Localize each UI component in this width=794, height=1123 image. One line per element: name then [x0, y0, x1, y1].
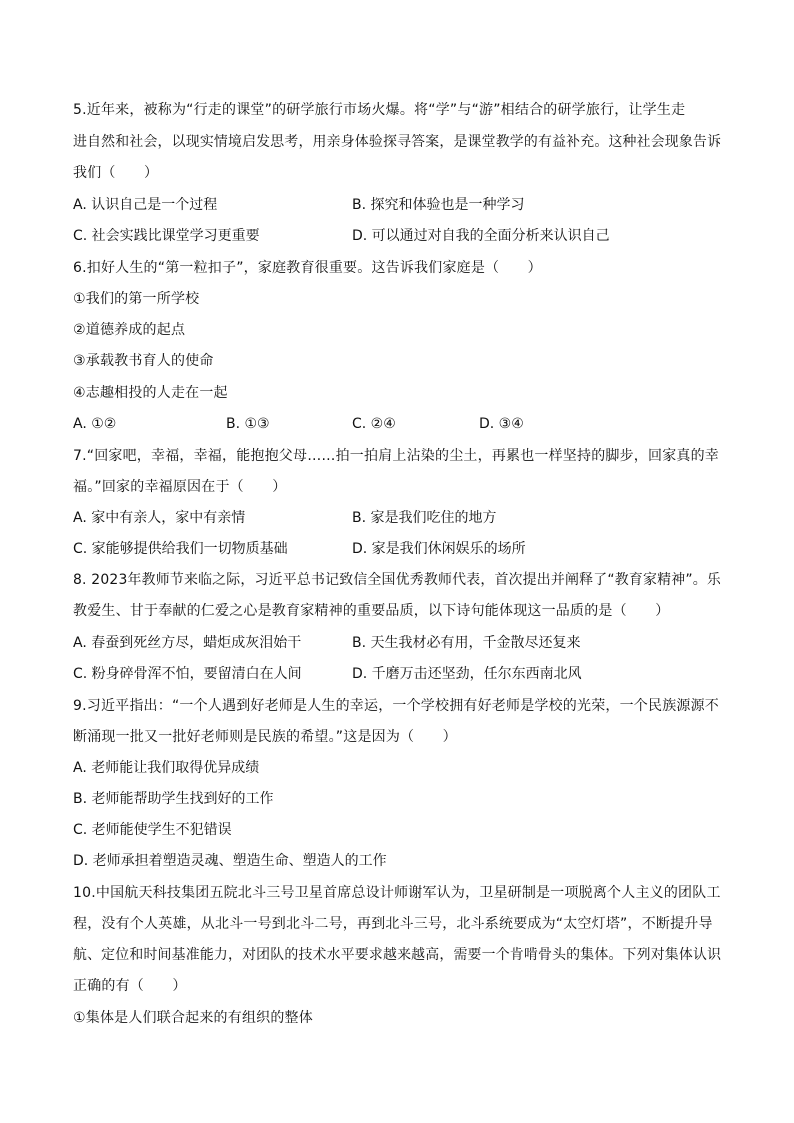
q6-item-3: ③承载教书育人的使命 — [73, 353, 214, 369]
q7-option-b: B. 家是我们吃住的地方 — [352, 510, 497, 526]
q5-stem-line-3: 我们（ ） — [73, 165, 159, 181]
q5-stem-line-2: 进自然和社会，以现实情境启发思考，用亲身体验探寻答案，是课堂教学的有益补充。这种社会现象告诉 — [73, 134, 722, 150]
q7-stem-line-1: 7.“回家吧，幸福，幸福，能抱抱父母……拍一拍肩上沾染的尘土，再累也一样坚持的脚步，回家真的幸 — [73, 448, 720, 464]
q6-option-a: A. ①② — [73, 416, 117, 432]
q6-item-2: ②道德养成的起点 — [73, 322, 186, 338]
q10-stem-line-3: 航、定位和时间基准能力，对团队的技术水平要求越来越高，需要一个肯啃骨头的集体。下列对集体认识 — [73, 947, 722, 963]
q6-item-1: ①我们的第一所学校 — [73, 291, 200, 307]
q8-option-c: C. 粉身碎骨浑不怕，要留清白在人间 — [73, 666, 302, 682]
q7-stem-line-2: 福。”回家的幸福原因在于（ ） — [73, 479, 287, 495]
q6-item-4: ④志趣相投的人走在一起 — [73, 385, 228, 401]
q8-stem-line-2: 教爱生、甘于奉献的仁爱之心是教育家精神的重要品质，以下诗句能体现这一品质的是（ ） — [73, 603, 670, 619]
q7-option-c: C. 家能够提供给我们一切物质基础 — [73, 541, 288, 557]
q5-option-d: D. 可以通过对自我的全面分析来认识自己 — [352, 228, 610, 244]
q8-stem-line-1: 8. 2023年教师节来临之际，习近平总书记致信全国优秀教师代表，首次提出并阐释了“教育家精神”。乐 — [73, 572, 721, 588]
q10-stem-line-2: 程，没有个人英雄，从北斗一号到北斗二号，再到北斗三号，北斗系统要成为“太空灯塔”，不断提升导 — [73, 916, 713, 932]
q9-option-a: A. 老师能让我们取得优异成绩 — [73, 760, 260, 776]
q8-option-b: B. 天生我材必有用，千金散尽还复来 — [352, 635, 581, 651]
q5-option-a: A. 认识自己是一个过程 — [73, 197, 218, 213]
q5-stem-line-1: 5.近年来，被称为“行走的课堂”的研学旅行市场火爆。将“学”与“游”相结合的研学旅行，让学生走 — [73, 102, 686, 118]
q5-option-b: B. 探究和体验也是一种学习 — [352, 197, 525, 213]
q10-item-1: ①集体是人们联合起来的有组织的整体 — [73, 1010, 313, 1026]
q6-option-d: D. ③④ — [479, 416, 524, 432]
q9-stem-line-2: 断涌现一批又一批好老师则是民族的希望。”这是因为（ ） — [73, 729, 457, 745]
q6-option-c: C. ②④ — [352, 416, 396, 432]
q10-stem-line-4: 正确的有（ ） — [73, 978, 187, 994]
q5-option-c: C. 社会实践比课堂学习更重要 — [73, 228, 260, 244]
q9-option-d: D. 老师承担着塑造灵魂、塑造生命、塑造人的工作 — [73, 853, 387, 869]
q6-option-b: B. ①③ — [226, 416, 270, 432]
q7-option-d: D. 家是我们休闲娱乐的场所 — [352, 541, 526, 557]
q9-option-c: C. 老师能使学生不犯错误 — [73, 822, 232, 838]
q8-option-a: A. 春蚕到死丝方尽，蜡炬成灰泪始干 — [73, 635, 302, 651]
q9-option-b: B. 老师能帮助学生找到好的工作 — [73, 791, 274, 807]
q8-option-d: D. 千磨万击还坚劲，任尔东西南北风 — [352, 666, 582, 682]
q10-stem-line-1: 10.中国航天科技集团五院北斗三号卫星首席总设计师谢军认为，卫星研制是一项脱离个人主义的团队工 — [73, 885, 721, 901]
q6-stem-line-1: 6.扣好人生的“第一粒扣子”，家庭教育很重要。这告诉我们家庭是（ ） — [73, 260, 542, 276]
q7-option-a: A. 家中有亲人，家中有亲情 — [73, 510, 246, 526]
q9-stem-line-1: 9.习近平指出：“一个人遇到好老师是人生的幸运，一个学校拥有好老师是学校的光荣，一个民族源源不 — [73, 698, 720, 714]
